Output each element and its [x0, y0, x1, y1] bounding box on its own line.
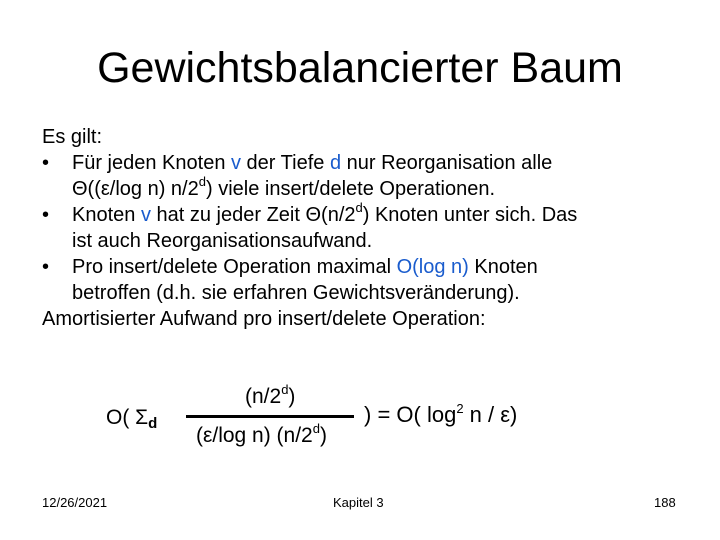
- formula-denominator: [196, 421, 327, 448]
- bullet-3-text-3: betroffen (d.h. sie erfahren Gewichtsveränderung).: [72, 282, 520, 304]
- fraction-bar: [186, 415, 354, 418]
- bullet-2-text-5: ist auch Reorganisationsaufwand.: [72, 230, 373, 252]
- big-o-log-n: O(log n): [396, 256, 469, 278]
- bullet-1: [42, 150, 702, 202]
- var-v: v: [231, 152, 241, 174]
- numerator-sup: d: [281, 382, 289, 397]
- intro-text: Es gilt:: [42, 126, 103, 148]
- formula-result: [364, 402, 517, 428]
- formula-sum-index: d: [148, 415, 158, 432]
- formula-numerator: [245, 382, 296, 409]
- bullet-2: [42, 202, 702, 254]
- bullet-1-text: Für jeden Knoten: [72, 152, 231, 174]
- numerator-end: ): [288, 385, 296, 408]
- bullet-2-theta: Θ(n/2: [305, 204, 356, 226]
- denominator-end: ): [319, 424, 327, 447]
- summary-text: Amortisierter Aufwand pro insert/delete Operation:: [42, 308, 486, 330]
- slide-title: Gewichtsbalancierter Baum: [97, 44, 623, 92]
- bullet-2-text-4: ) Knoten unter sich. Das: [362, 204, 578, 226]
- bullet-1-text-3: nur Reorganisation alle: [341, 152, 553, 174]
- bullet-1-theta: Θ((ε/log n) n/2: [72, 178, 199, 200]
- result-text-2: n / ε): [463, 402, 518, 427]
- bullet-2-text: Knoten: [72, 204, 141, 226]
- footer-page-number: 188: [654, 495, 676, 510]
- bullet-dot: •: [42, 152, 50, 174]
- bullet-2-sup: d: [355, 200, 363, 216]
- denominator-text: (ε/log n) (n/2: [196, 424, 313, 447]
- result-sup: 2: [456, 400, 464, 416]
- formula-lead: [106, 406, 157, 430]
- formula-sum: O( Σ: [106, 406, 149, 429]
- var-v: v: [140, 204, 151, 226]
- bullet-2-text-2: hat zu jeder Zeit: [150, 204, 306, 226]
- result-text: ) = O( log: [364, 402, 457, 427]
- footer-chapter: Kapitel 3: [333, 495, 384, 510]
- bullet-1-sup: d: [198, 174, 206, 190]
- bullet-dot: •: [42, 256, 50, 278]
- denominator-sup: d: [312, 421, 320, 436]
- bullet-3-text: Pro insert/delete Operation maximal: [72, 256, 397, 278]
- footer-date: 12/26/2021: [42, 495, 108, 510]
- var-d: d: [329, 152, 342, 174]
- bullet-1-text-5: ) viele insert/delete Operationen.: [205, 178, 496, 200]
- bullet-3-text-2: Knoten: [468, 256, 538, 278]
- amortized-formula: [0, 380, 720, 470]
- numerator-text: (n/2: [245, 385, 282, 408]
- bullet-dot: •: [42, 204, 50, 226]
- bullet-1-text-2: der Tiefe: [241, 152, 330, 174]
- bullet-3: [42, 254, 702, 306]
- slide-body: [42, 124, 702, 332]
